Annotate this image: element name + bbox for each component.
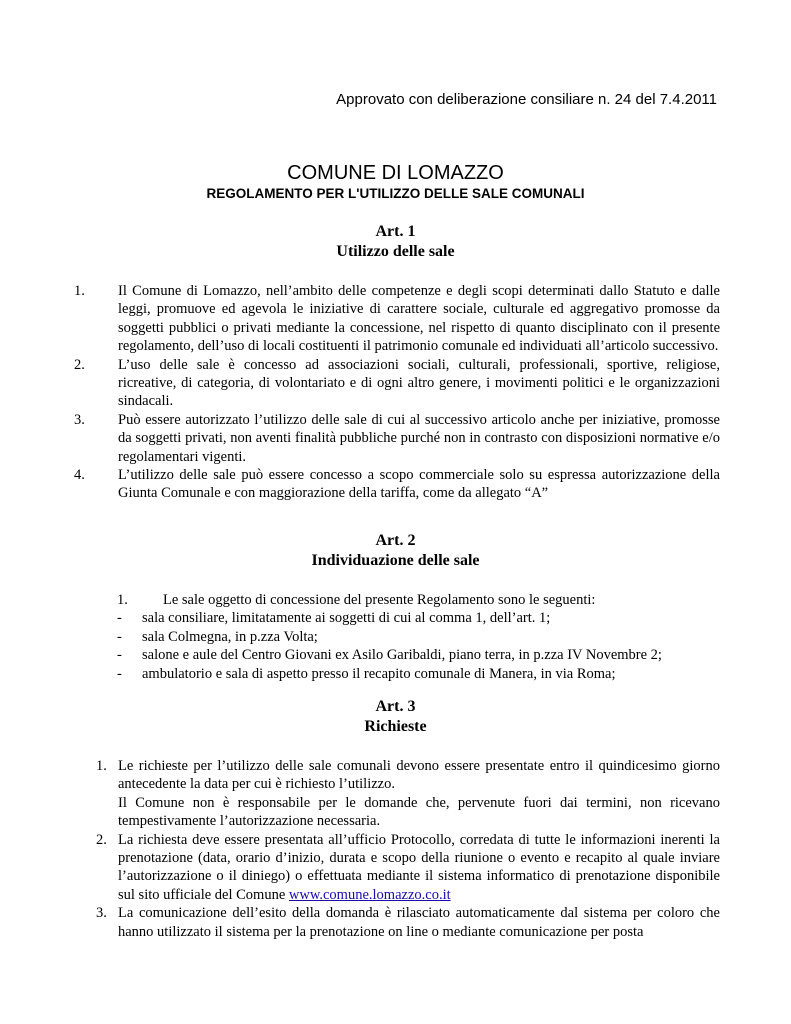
list-lead xyxy=(117,591,720,609)
item-number: 4. xyxy=(74,467,85,484)
list-item xyxy=(96,794,720,831)
approval-note: Approvato con deliberazione consiliare n. 24 del 7.4.2011 xyxy=(336,91,717,108)
item-number: 1. xyxy=(117,592,128,608)
art3-list xyxy=(96,757,720,941)
dash-bullet: - xyxy=(117,610,122,627)
art1-heading xyxy=(0,222,791,262)
document-title: COMUNE DI LOMAZZO xyxy=(287,162,504,184)
list-item xyxy=(96,757,720,794)
art1-title: Utilizzo delle sale xyxy=(336,243,455,260)
art2-title: Individuazione delle sale xyxy=(311,552,480,569)
art3-heading xyxy=(0,697,791,737)
list-item xyxy=(117,646,720,664)
list-item xyxy=(96,904,720,941)
item-number: 3. xyxy=(74,411,85,428)
item-text: L’utilizzo delle sale può essere concesso a scopo commerciale solo su espressa autorizzazione della Giunta Comunale e con maggiorazione della tariffa, come da allegato “A” xyxy=(118,467,720,502)
item-number: 1. xyxy=(74,283,85,299)
item-text: sala consiliare, limitatamente ai soggetti di cui al comma 1, dell’art. 1; xyxy=(142,610,551,627)
item-number: 2. xyxy=(74,356,85,373)
art3-label: Art. 3 xyxy=(375,698,416,715)
website-link[interactable]: www.comune.lomazzo.co.it xyxy=(288,886,451,903)
art2-heading xyxy=(0,531,791,571)
item-text: ambulatorio e sala di aspetto presso il recapito comunale di Manera, in via Roma; xyxy=(142,665,616,682)
item-text: salone e aule del Centro Giovani ex Asilo Garibaldi, piano terra, in p.zza IV Novembre 2; xyxy=(142,647,662,664)
list-item xyxy=(96,831,720,905)
item-text: Il Comune non è responsabile per le domande che, pervenute fuori dai termini, non ricevano tempestivamente l’autorizzazione necessaria. xyxy=(118,794,720,830)
item-number: 1. xyxy=(96,758,107,774)
dash-bullet: - xyxy=(117,665,122,682)
list-item xyxy=(74,411,720,466)
item-text: Il Comune di Lomazzo, nell’ambito delle competenze e degli scopi determinati dallo Statuto e dalle leggi, promuove ed agevola le iniziative di carattere sociale, culturale ed aggregativo promosse da soggetti pubblici o privati mediante la concessione, nel rispetto di quanto disciplinato con il presente regolamento, dell’uso di locali costituenti il patrimonio comunale ed individuati all’articolo successivo. xyxy=(118,283,720,355)
art3-title: Richieste xyxy=(364,718,427,735)
item-number: 3. xyxy=(96,905,107,922)
list-item xyxy=(117,665,720,683)
dash-bullet: - xyxy=(117,647,122,664)
lead-text: Le sale oggetto di concessione del presente Regolamento sono le seguenti: xyxy=(163,592,596,608)
item-text: L’uso delle sale è concesso ad associazioni sociali, culturali, professionali, sportive, religiose, ricreative, di categoria, di volontariato e di ogni altro genere, i movimenti politici e le organizzazioni sindacali. xyxy=(118,356,720,410)
art1-list xyxy=(74,282,720,503)
item-text: Le richieste per l’utilizzo delle sale comunali devono essere presentate entro il quindicesimo giorno antecedente la data per cui è richiesto l’utilizzo. xyxy=(118,758,720,793)
list-item xyxy=(74,356,720,411)
list-item xyxy=(117,628,720,646)
item-text xyxy=(118,831,720,905)
document-subtitle: REGOLAMENTO PER L'UTILIZZO DELLE SALE COMUNALI xyxy=(206,186,585,201)
list-item xyxy=(74,282,720,356)
art2-label: Art. 2 xyxy=(375,532,416,549)
list-item xyxy=(74,466,720,503)
item-text: La comunicazione dell’esito della domanda è rilasciato automaticamente dal sistema per coloro che hanno utilizzato il sistema per la prenotazione on line o mediante comunicazione per posta xyxy=(118,905,720,940)
item-text: sala Colmegna, in p.zza Volta; xyxy=(142,628,318,645)
art2-list xyxy=(117,591,720,683)
list-item xyxy=(117,609,720,627)
item-number: 2. xyxy=(96,831,107,848)
item-text: Può essere autorizzato l’utilizzo delle sale di cui al successivo articolo anche per iniziative, promosse da soggetti privati, non aventi finalità pubbliche purché non in contrasto con disposizioni normative e/o regolamentari vigenti. xyxy=(118,411,720,465)
art1-label: Art. 1 xyxy=(375,223,416,240)
item-text-body: La richiesta deve essere presentata all’ufficio Protocollo, corredata di tutte le informazioni inerenti la prenotazione (data, orario d’inizio, durata e scopo della riunione o evento e recapito al quale inviare l’autorizzazione o il diniego) o effettuata mediante il sistema informatico di prenotazione disponibile sul sito ufficiale del Comune xyxy=(118,831,720,903)
dash-bullet: - xyxy=(117,628,122,645)
